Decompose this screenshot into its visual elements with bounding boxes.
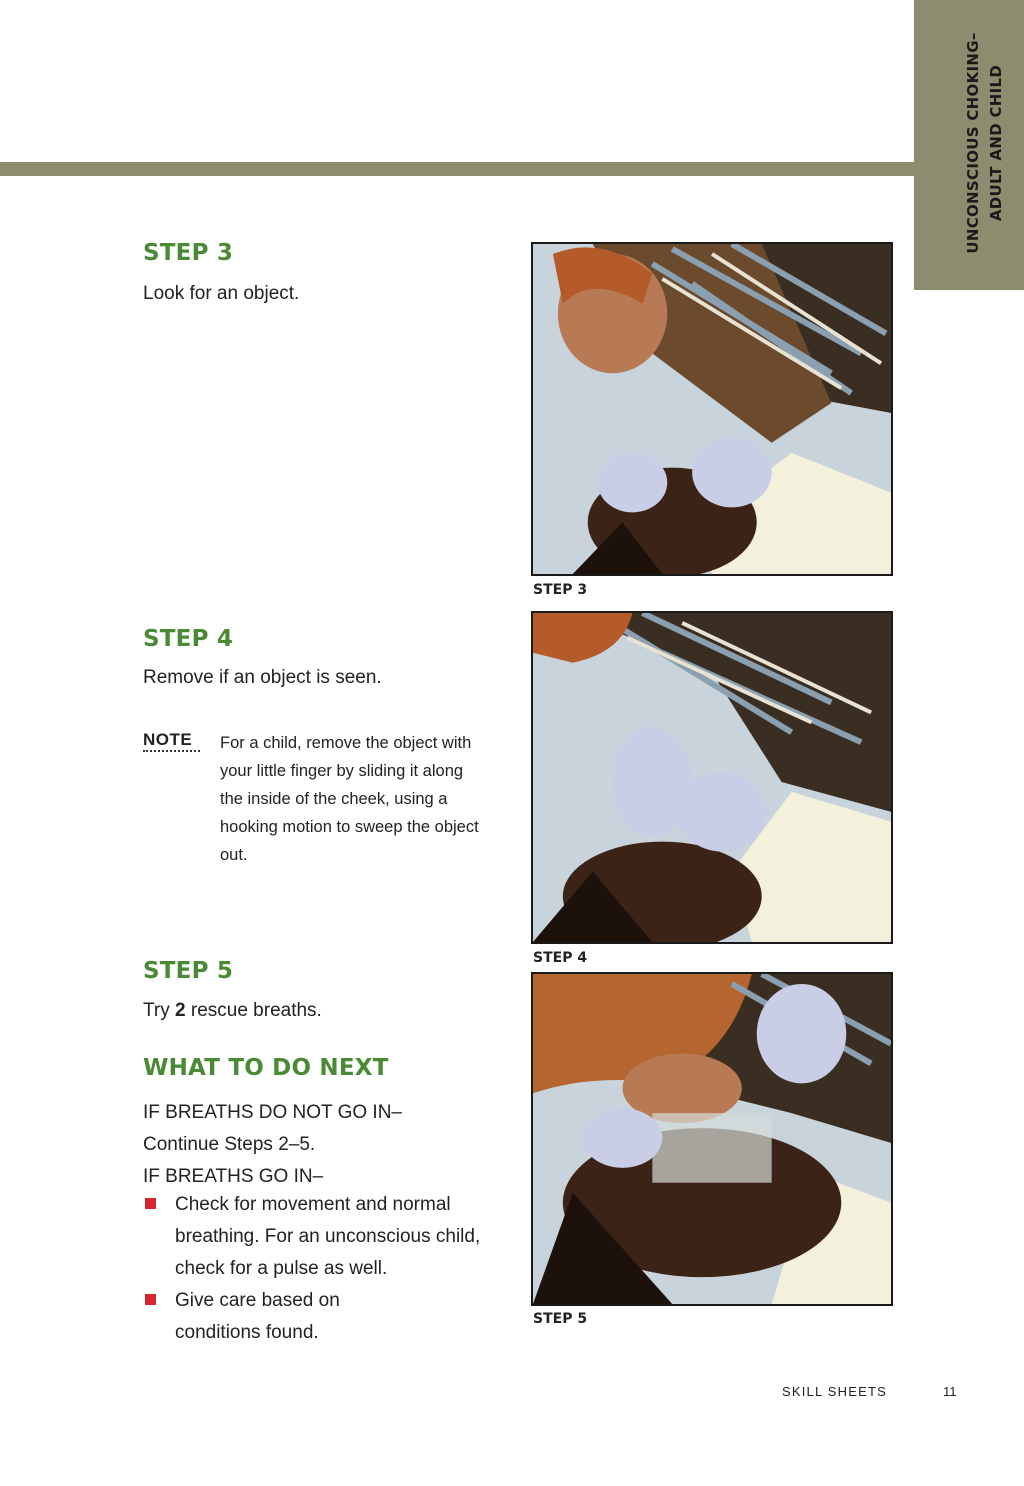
step-4-heading: STEP 4 bbox=[143, 626, 234, 652]
footer-section-label: SKILL SHEETS bbox=[782, 1384, 887, 1399]
continue-steps-line: Continue Steps 2–5. bbox=[143, 1134, 316, 1155]
section-tab-line-2: ADULT AND CHILD bbox=[987, 64, 1005, 222]
note-underline bbox=[143, 750, 200, 752]
breaths-in-line: IF BREATHS GO IN– bbox=[143, 1166, 324, 1187]
section-tab-title bbox=[962, 18, 1008, 268]
list-item bbox=[143, 1189, 493, 1285]
section-tab-line-1: UNCONSCIOUS CHOKING– bbox=[964, 32, 982, 254]
step-5-text-pre: Try bbox=[143, 1000, 176, 1021]
note-text: For a child, remove the object with your little finger by sliding it along the inside of the cheek, using a hooking motion to sweep the object out. bbox=[220, 734, 479, 864]
step-5-heading: STEP 5 bbox=[143, 958, 234, 984]
note-label: NOTE bbox=[143, 730, 193, 749]
next-bullet-list bbox=[143, 1189, 493, 1349]
breaths-not-in-line: IF BREATHS DO NOT GO IN– bbox=[143, 1102, 402, 1123]
step-3-text: Look for an object. bbox=[143, 283, 300, 304]
what-next-heading: WHAT TO DO NEXT bbox=[143, 1055, 389, 1081]
step-4-text: Remove if an object is seen. bbox=[143, 667, 382, 688]
step-3-heading: STEP 3 bbox=[143, 240, 234, 266]
step-4-photo bbox=[531, 611, 893, 944]
bullet-text: Check for movement and normal breathing. For an unconscious child, check for a pulse as well. bbox=[175, 1194, 481, 1279]
page-number: 11 bbox=[943, 1384, 957, 1399]
header-rule bbox=[0, 162, 916, 176]
bullet-text: Give care based on conditions found. bbox=[175, 1290, 340, 1343]
what-next-lines bbox=[143, 1097, 402, 1193]
step-3-photo bbox=[531, 242, 893, 576]
bullet-square-icon bbox=[145, 1198, 156, 1209]
step-4-caption: STEP 4 bbox=[533, 950, 588, 966]
step-5-caption: STEP 5 bbox=[533, 1311, 588, 1327]
step-5-photo bbox=[531, 972, 893, 1306]
step-5-text bbox=[143, 1000, 322, 1022]
bullet-square-icon bbox=[145, 1294, 156, 1305]
list-item bbox=[143, 1285, 493, 1349]
step-5-text-post: rescue breaths. bbox=[185, 1000, 322, 1021]
step-3-caption: STEP 3 bbox=[533, 582, 588, 598]
step-5-text-bold: 2 bbox=[175, 1000, 186, 1021]
